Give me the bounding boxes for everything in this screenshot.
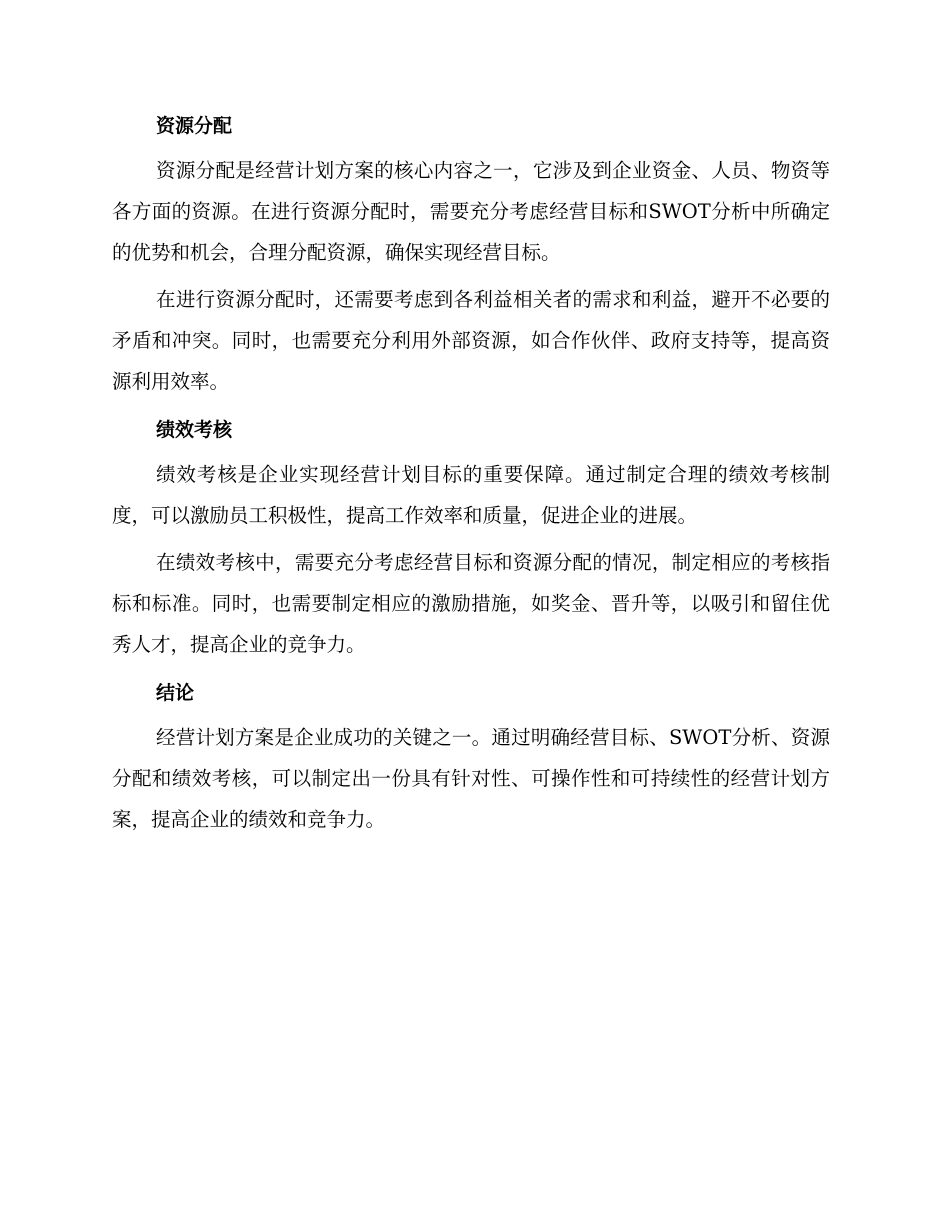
document-body <box>112 104 830 846</box>
section-resource-allocation <box>112 104 830 402</box>
section-heading: 绩效考核 <box>156 419 233 441</box>
paragraph: 在绩效考核中，需要充分考虑经营目标和资源分配的情况，制定相应的考核指标和标准。同时，也需要制定相应的激励措施，如奖金、晋升等，以吸引和留住优秀人才，提高企业的竞争力。 <box>112 551 830 656</box>
paragraph: 资源分配是经营计划方案的核心内容之一，它涉及到企业资金、人员、物资等各方面的资源。在进行资源分配时，需要充分考虑经营目标和SWOT分析中所确定的优势和机会，合理分配资源，确保实现经营目标。 <box>112 159 830 264</box>
section-conclusion <box>112 671 830 840</box>
paragraph: 绩效考核是企业实现经营计划目标的重要保障。通过制定合理的绩效考核制度，可以激励员工积极性，提高工作效率和质量，促进企业的进展。 <box>112 463 830 527</box>
section-heading: 结论 <box>156 682 195 704</box>
section-performance-review <box>112 408 830 665</box>
paragraph: 经营计划方案是企业成功的关键之一。通过明确经营目标、SWOT分析、资源分配和绩效考核，可以制定出一份具有针对性、可操作性和可持续性的经营计划方案，提高企业的绩效和竞争力。 <box>112 726 830 831</box>
paragraph: 在进行资源分配时，还需要考虑到各利益相关者的需求和利益，避开不必要的矛盾和冲突。同时，也需要充分利用外部资源，如合作伙伴、政府支持等，提高资源利用效率。 <box>112 288 830 393</box>
section-heading: 资源分配 <box>156 115 233 137</box>
